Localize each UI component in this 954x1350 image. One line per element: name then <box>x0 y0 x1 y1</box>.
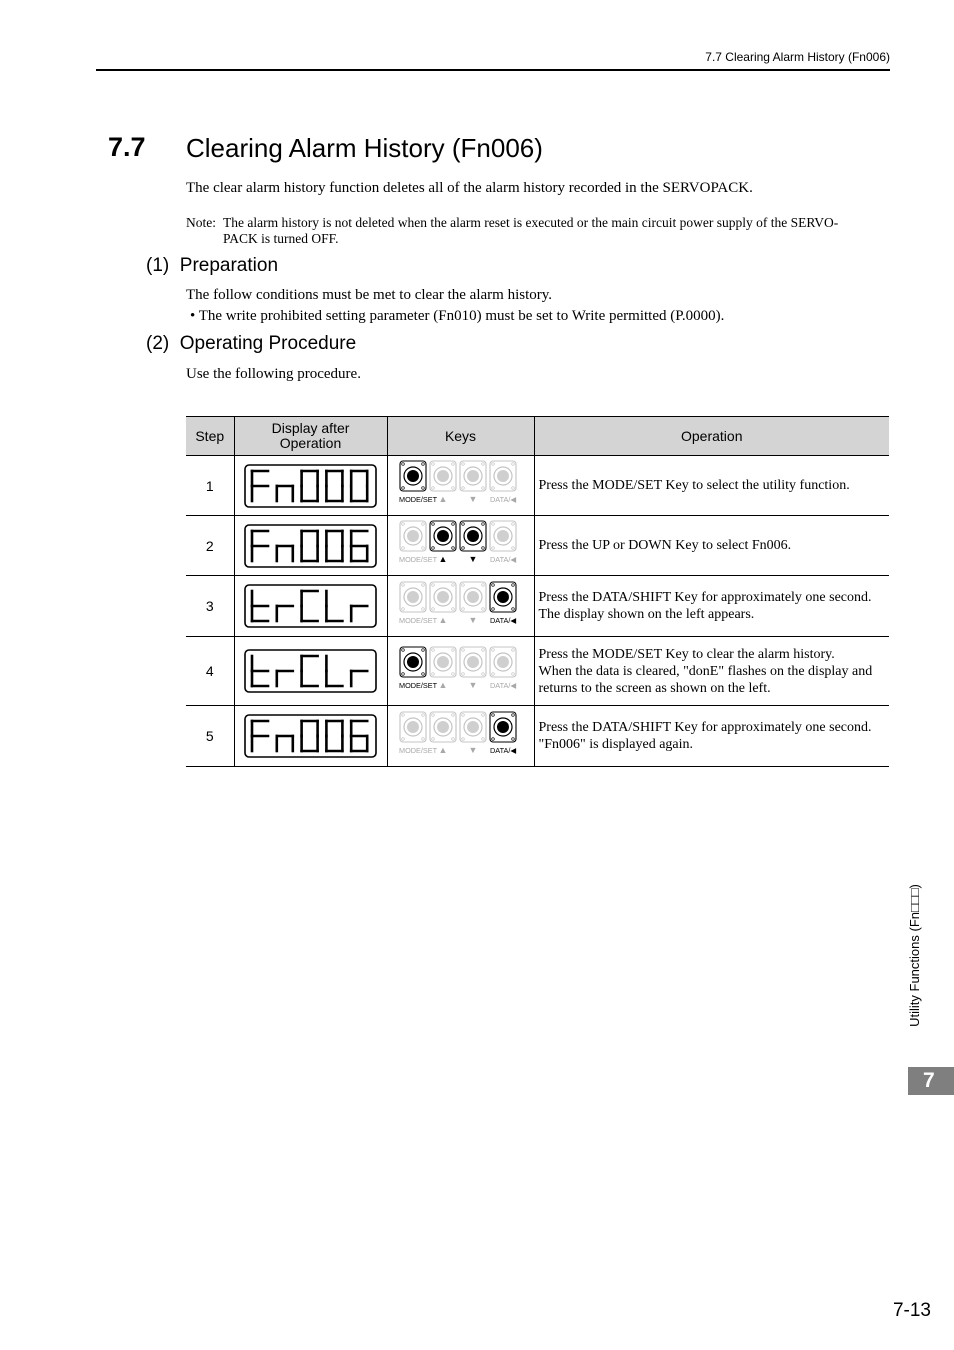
down-key[interactable] <box>460 712 486 742</box>
procedure-table <box>186 416 889 767</box>
preparation-heading: (1) Preparation <box>146 255 279 276</box>
operator-keys <box>398 459 524 507</box>
down-key[interactable] <box>460 647 486 677</box>
mode-key[interactable] <box>400 461 426 491</box>
up-key[interactable] <box>430 647 456 677</box>
procedure-text: Use the following procedure. <box>186 366 361 382</box>
data-key[interactable] <box>490 582 516 612</box>
side-label-text: Utility Functions (Fn□□□) <box>906 884 922 1027</box>
mode-key-label: MODE/SET <box>398 495 437 504</box>
header-keys: Keys <box>387 417 534 456</box>
down-key-label: ▼ <box>468 494 477 504</box>
operator-keys <box>398 519 524 567</box>
operation-cell <box>534 637 889 706</box>
intro-paragraph: The clear alarm history function deletes all of the alarm history recorded in the SERVOPACK. <box>186 180 753 196</box>
display-cell <box>234 637 387 706</box>
down-key-label: ▼ <box>468 614 477 625</box>
seven-segment-display <box>244 714 377 758</box>
seven-segment-display <box>244 584 377 628</box>
page-number: 7-13 <box>892 1300 931 1321</box>
digit-1 <box>252 471 268 501</box>
data-key-label: DATA/◀ <box>489 555 516 564</box>
operation-line: Press the UP or DOWN Key to select Fn006. <box>538 538 792 553</box>
digit-5 <box>351 531 367 561</box>
operation-line: "Fn006" is displayed again. <box>538 737 694 752</box>
down-key-label: ▼ <box>468 679 477 690</box>
table-row <box>186 576 889 637</box>
down-key[interactable] <box>460 521 486 551</box>
digit-1 <box>252 591 268 621</box>
digit-5 <box>351 606 367 621</box>
up-key-label: ▲ <box>438 494 447 504</box>
keys-cell <box>387 706 534 767</box>
preparation-bullet: • The write prohibited setting parameter (Fn010) must be set to Write permitted (P.0000). <box>190 308 725 324</box>
digit-1 <box>252 531 268 561</box>
mode-key[interactable] <box>400 582 426 612</box>
keys-cell <box>387 456 534 516</box>
digit-3 <box>302 471 318 501</box>
table-row <box>186 516 889 576</box>
mode-key[interactable] <box>400 712 426 742</box>
up-key[interactable] <box>430 521 456 551</box>
operation-line: Press the MODE/SET Key to select the utility function. <box>538 478 850 493</box>
data-key-label: DATA/◀ <box>489 615 516 625</box>
digit-2 <box>277 736 293 751</box>
digit-1 <box>252 656 268 686</box>
mode-key-label: MODE/SET <box>398 555 437 564</box>
operation-line: The display shown on the left appears. <box>538 607 755 622</box>
section-title: Clearing Alarm History (Fn006) <box>186 133 543 163</box>
keys-cell <box>387 516 534 576</box>
mode-key-label: MODE/SET <box>398 745 437 755</box>
digit-2 <box>277 546 293 561</box>
data-key[interactable] <box>490 521 516 551</box>
section-number: 7.7 <box>108 132 146 162</box>
note-label: Note: <box>186 215 216 230</box>
digit-3 <box>302 591 318 621</box>
digit-5 <box>351 721 367 751</box>
step-number: 3 <box>186 576 234 637</box>
header-display <box>234 417 387 456</box>
up-key[interactable] <box>430 712 456 742</box>
operator-keys <box>398 710 524 758</box>
digit-2 <box>277 671 293 686</box>
operation-cell <box>534 516 889 576</box>
side-label <box>905 868 923 1043</box>
digit-5 <box>351 671 367 686</box>
seven-segment-display <box>244 649 377 693</box>
data-key-label: DATA/◀ <box>489 495 516 504</box>
mode-key[interactable] <box>400 647 426 677</box>
down-key-label: ▼ <box>468 744 477 755</box>
operation-line: returns to the screen as shown on the left. <box>538 680 771 696</box>
table-row <box>186 706 889 767</box>
operation-line: When the data is cleared, "donE" flashes on the display and <box>538 663 873 679</box>
preparation-text: The follow conditions must be met to clear the alarm history. <box>186 287 553 303</box>
seven-segment-display <box>244 464 377 508</box>
note-line-1: The alarm history is not deleted when the alarm reset is executed or the main circuit power supply of the SERVO- <box>223 215 839 230</box>
digit-4 <box>326 531 342 561</box>
up-key[interactable] <box>430 461 456 491</box>
chapter-tab: 7 <box>908 1067 954 1095</box>
step-number: 5 <box>186 706 234 767</box>
mode-key-label: MODE/SET <box>398 680 437 690</box>
digit-3 <box>302 656 318 686</box>
digit-1 <box>252 721 268 751</box>
display-cell <box>234 456 387 516</box>
keys-cell <box>387 637 534 706</box>
note-line-2: PACK is turned OFF. <box>223 231 339 246</box>
operation-cell <box>534 706 889 767</box>
digit-2 <box>277 606 293 621</box>
up-key[interactable] <box>430 582 456 612</box>
keys-cell <box>387 576 534 637</box>
mode-key[interactable] <box>400 521 426 551</box>
data-key-label: DATA/◀ <box>489 680 516 690</box>
up-key-label: ▲ <box>438 679 447 690</box>
mode-key-label: MODE/SET <box>398 615 437 625</box>
operator-keys <box>398 645 524 693</box>
down-key[interactable] <box>460 582 486 612</box>
header-display-line-1: Display after <box>271 420 350 436</box>
down-key[interactable] <box>460 461 486 491</box>
seven-segment-display <box>244 524 377 568</box>
operation-cell <box>534 576 889 637</box>
up-key-label: ▲ <box>438 744 447 755</box>
operation-line: Press the DATA/SHIFT Key for approximately one second. <box>538 720 872 735</box>
header-rule <box>96 69 890 71</box>
digit-4 <box>326 656 342 686</box>
data-key[interactable] <box>490 712 516 742</box>
digit-2 <box>277 486 293 501</box>
display-cell <box>234 576 387 637</box>
header-operation: Operation <box>534 417 889 456</box>
operation-cell <box>534 456 889 516</box>
display-cell <box>234 706 387 767</box>
up-key-label: ▲ <box>438 554 447 564</box>
header-display-line-2: Operation <box>279 435 342 451</box>
digit-5 <box>351 471 367 501</box>
header-step: Step <box>186 417 234 456</box>
procedure-heading: (2) Operating Procedure <box>146 333 357 354</box>
digit-3 <box>302 531 318 561</box>
data-key-label: DATA/◀ <box>489 745 516 755</box>
down-key-label: ▼ <box>468 554 477 564</box>
operation-line: Press the DATA/SHIFT Key for approximately one second. <box>538 590 872 605</box>
step-number: 4 <box>186 637 234 706</box>
up-key-label: ▲ <box>438 614 447 625</box>
table-row <box>186 456 889 516</box>
data-key[interactable] <box>490 461 516 491</box>
table-row <box>186 637 889 706</box>
step-number: 1 <box>186 456 234 516</box>
digit-3 <box>302 721 318 751</box>
data-key[interactable] <box>490 647 516 677</box>
digit-4 <box>326 591 342 621</box>
digit-4 <box>326 471 342 501</box>
display-cell <box>234 516 387 576</box>
running-header: 7.7 Clearing Alarm History (Fn006) <box>705 50 890 64</box>
table-header-row <box>186 417 889 456</box>
operator-keys <box>398 580 524 628</box>
operation-line: Press the MODE/SET Key to clear the alarm history. <box>538 646 835 662</box>
step-number: 2 <box>186 516 234 576</box>
digit-4 <box>326 721 342 751</box>
